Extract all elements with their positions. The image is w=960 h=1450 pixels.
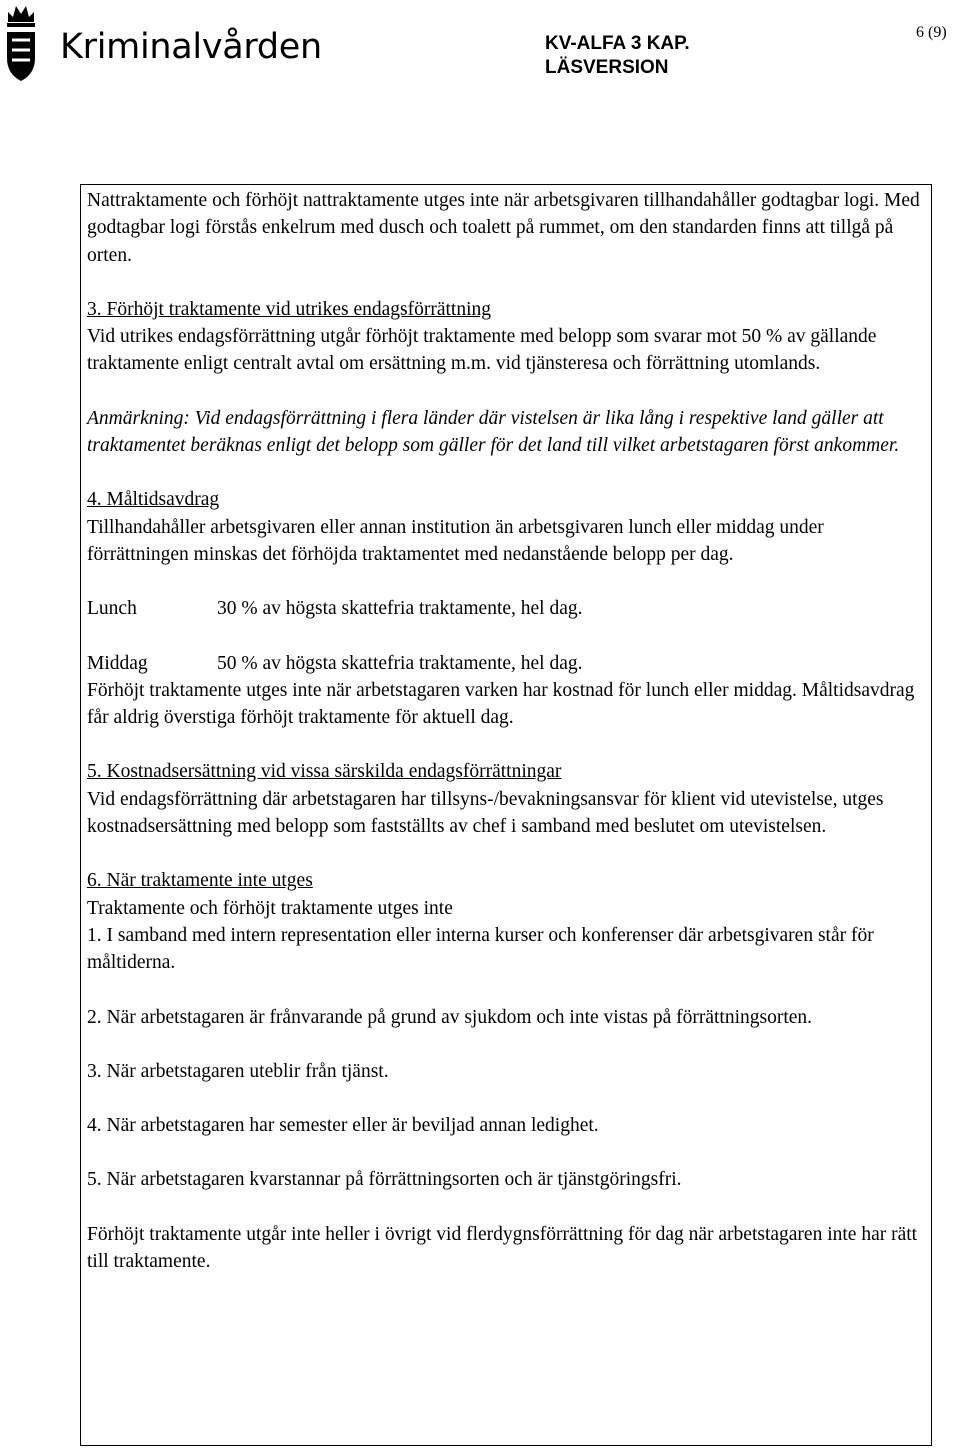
section-6-item-2: 2. När arbetstagaren är frånvarande på grund av sjukdom och inte vistas på förrättningsorten. xyxy=(87,1006,813,1028)
section-3-note: Anmärkning: Vid endagsförrättning i flera länder där vistelsen är lika lång i respektive land gäller att traktamentet beräknas enligt det belopp som gäller för det land till vilket arbetstagaren först ankommer. xyxy=(87,407,900,457)
document-title-line1: KV-ALFA 3 KAP. xyxy=(545,33,690,54)
closing-paragraph: Förhöjt traktamente utgår inte heller i övrigt vid flerdygnsförrättning för dag när arbetstagaren inte har rätt till traktamente. xyxy=(87,1223,918,1273)
section-6-item-4: 4. När arbetstagaren har semester eller är beviljad annan ledighet. xyxy=(87,1115,599,1137)
document-body xyxy=(87,187,927,1275)
section-3-heading: 3. Förhöjt traktamente vid utrikes endagsförrättning xyxy=(87,298,491,320)
section-6-intro: Traktamente och förhöjt traktamente utges inte xyxy=(87,897,453,919)
section-5-heading: 5. Kostnadsersättning vid vissa särskilda endagsförrättningar xyxy=(87,761,562,783)
intro-paragraph: Nattraktamente och förhöjt nattraktamente utges inte när arbetsgivaren tillhandahåller godtagbar logi. Med godtagbar logi förstås enkelrum med dusch och toalett på rummet, om den standarden finns att tillgå på orten. xyxy=(87,190,920,266)
lunch-row xyxy=(87,595,927,622)
crown-shield-logo xyxy=(4,2,38,82)
lunch-label: Lunch xyxy=(87,598,137,620)
section-6-item-1: 1. I samband med intern representation eller interna kurser och konferenser där arbetsgivaren står för måltiderna. xyxy=(87,924,874,974)
section-6-item-5: 5. När arbetstagaren kvarstannar på förrättningsorten och är tjänstgöringsfri. xyxy=(87,1169,682,1191)
section-5-text: Vid endagsförrättning där arbetstagaren har tillsyns-/bevakningsansvar för klient vid utevistelse, utges kostnadsersättning med belopp som fastställts av chef i samband med beslutet om utevistelsen. xyxy=(87,788,884,838)
section-6-heading: 6. När traktamente inte utges xyxy=(87,870,313,892)
page-number: 6 (9) xyxy=(916,24,947,41)
dinner-value: 50 % av högsta skattefria traktamente, hel dag. xyxy=(217,652,583,674)
section-6-item-3: 3. När arbetstagaren uteblir från tjänst. xyxy=(87,1060,389,1082)
dinner-row xyxy=(87,650,927,677)
brand-name: Kriminalvården xyxy=(60,27,322,67)
section-4-after: Förhöjt traktamente utges inte när arbetstagaren varken har kostnad för lunch eller middag. Måltidsavdrag får aldrig överstiga förhöjt traktamente för aktuell dag. xyxy=(87,679,915,729)
dinner-label: Middag xyxy=(87,652,148,674)
lunch-value: 30 % av högsta skattefria traktamente, hel dag. xyxy=(217,598,583,620)
section-4-heading: 4. Måltidsavdrag xyxy=(87,489,220,511)
document-title-line2: LÄSVERSION xyxy=(545,57,669,78)
section-3-text: Vid utrikes endagsförrättning utgår förhöjt traktamente med belopp som svarar mot 50 % av gällande traktamente enligt centralt avtal om ersättning m.m. vid tjänsteresa och förrättning utomlands. xyxy=(87,326,877,375)
section-4-text: Tillhandahåller arbetsgivaren eller annan institution än arbetsgivaren lunch eller middag under förrättningen minskas det förhöjda traktamentet med nedanstående belopp per dag. xyxy=(87,516,824,565)
document-title xyxy=(545,32,745,80)
